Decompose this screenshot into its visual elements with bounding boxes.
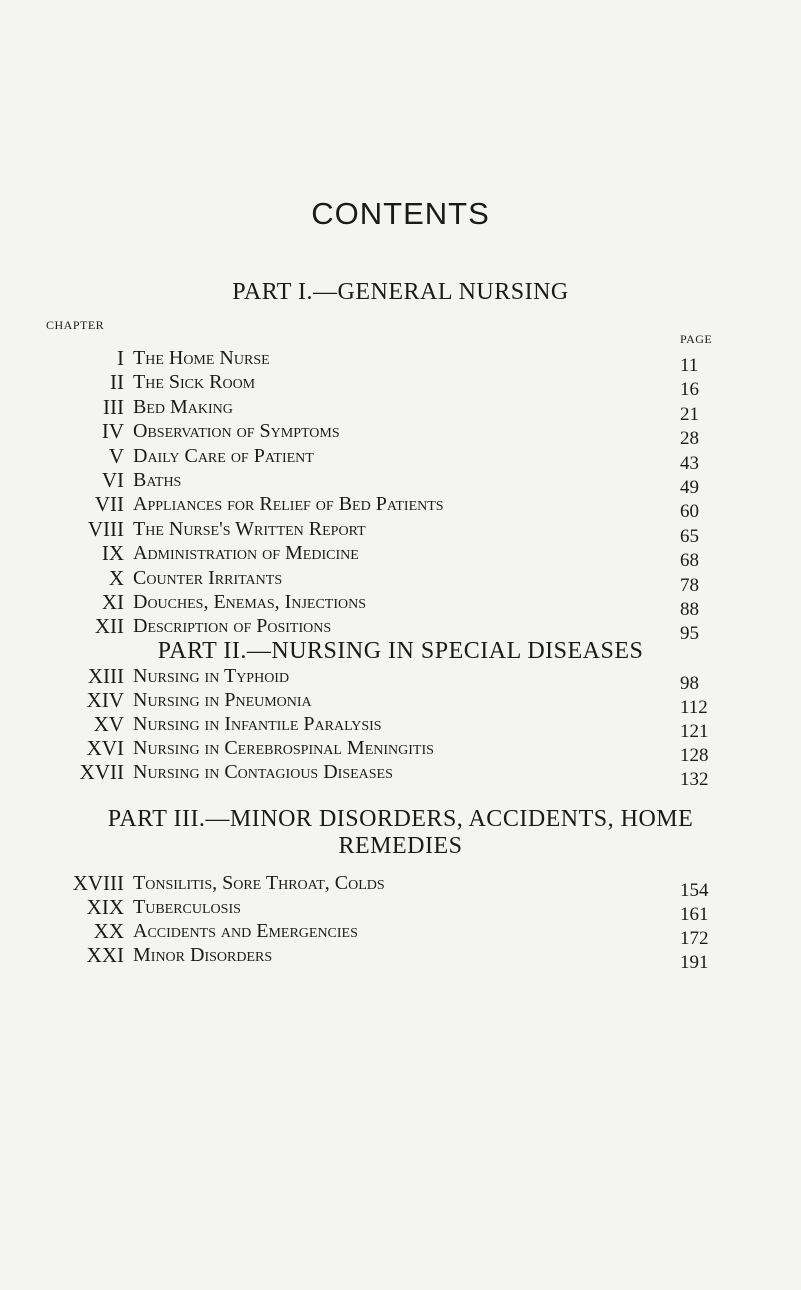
toc-entry: [0, 419, 801, 450]
page-column-label: PAGE: [680, 332, 713, 346]
toc-entry: [0, 590, 801, 620]
chapter-number: XVII: [79, 759, 124, 784]
chapter-number: VII: [94, 492, 124, 517]
toc-entry: [0, 443, 801, 474]
chapter-number: XIII: [87, 664, 124, 688]
chapter-number: VIII: [87, 516, 124, 541]
page-number: 95: [680, 623, 699, 645]
toc-entry: [0, 687, 801, 718]
page-number: 49: [680, 477, 699, 498]
page-number: 43: [680, 452, 699, 474]
toc-entry: [0, 871, 801, 901]
chapter-title: The Home Nurse: [133, 347, 270, 369]
chapter-title: Bed Making: [133, 395, 233, 418]
chapter-title: The Sick Room: [133, 371, 256, 394]
page-title: CONTENTS: [311, 196, 490, 231]
toc-entry: [0, 346, 801, 376]
page-number: 16: [680, 379, 699, 401]
part-heading-continued: REMEDIES: [338, 833, 463, 859]
part-heading: PART I.—GENERAL NURSING: [232, 279, 569, 305]
chapter-title: Accidents and Emergencies: [133, 920, 358, 942]
page-number: 128: [680, 744, 709, 766]
chapter-number: XX: [93, 919, 124, 943]
page-number: 11: [680, 355, 699, 376]
chapter-title: Administration of Medicine: [133, 542, 359, 565]
chapter-title: The Nurse's Written Report: [133, 517, 366, 540]
part-heading: PART II.—NURSING IN SPECIAL DISEASES: [157, 638, 644, 664]
toc-entry: [0, 565, 801, 596]
page-number: 98: [680, 673, 699, 694]
chapter-number: XVIII: [72, 871, 124, 895]
chapter-number: V: [108, 443, 124, 468]
chapter-title: Baths: [133, 469, 182, 491]
chapter-number: XIV: [86, 687, 124, 712]
page-number: 68: [680, 550, 699, 572]
page-number: 21: [680, 403, 699, 425]
page-number: 121: [680, 720, 709, 742]
page-number: 112: [680, 696, 708, 718]
chapter-number: VI: [101, 468, 124, 492]
chapter-number: XV: [93, 711, 124, 736]
chapter-title: Tonsilitis, Sore Throat, Colds: [133, 872, 385, 894]
toc-entry: [0, 468, 801, 498]
chapter-title: Minor Disorders: [133, 944, 273, 966]
chapter-title: Description of Positions: [133, 615, 332, 638]
chapter-title: Douches, Enemas, Injections: [133, 591, 367, 613]
toc-entry: [0, 711, 801, 742]
toc-entry: [0, 541, 801, 572]
toc-entry: [0, 735, 801, 766]
chapter-number: III: [103, 394, 124, 419]
toc-entry: [0, 664, 801, 694]
chapter-number: X: [108, 565, 124, 590]
toc-entry: [0, 394, 801, 425]
toc-entry: [0, 919, 801, 949]
chapter-title: Nursing in Contagious Diseases: [133, 760, 393, 783]
chapter-title: Observation of Symptoms: [133, 420, 340, 443]
chapter-title: Nursing in Typhoid: [133, 665, 290, 687]
page-number: 191: [680, 952, 709, 973]
page-number: 172: [680, 928, 709, 949]
part-heading: PART III.—MINOR DISORDERS, ACCIDENTS, HOME: [107, 806, 694, 832]
toc-entry: [0, 370, 801, 401]
toc-entry: [0, 516, 801, 547]
page-number: 78: [680, 574, 699, 596]
toc-entry: [0, 895, 801, 925]
chapter-number: XXI: [86, 943, 124, 967]
toc-entry: [0, 943, 801, 973]
page-number: 161: [680, 904, 709, 925]
chapter-title: Nursing in Infantile Paralysis: [133, 712, 382, 735]
chapter-number: II: [110, 370, 124, 395]
page-number: 154: [680, 880, 709, 901]
chapter-title: Counter Irritants: [133, 566, 283, 589]
chapter-number: XI: [101, 590, 124, 614]
toc-entry: [0, 492, 801, 523]
chapter-number: I: [117, 346, 124, 370]
chapter-title: Nursing in Cerebrospinal Meningitis: [133, 736, 434, 759]
chapter-number: XIX: [86, 895, 124, 919]
page-number: 88: [680, 599, 699, 620]
chapter-number: IV: [101, 419, 124, 444]
chapter-column-label: CHAPTER: [46, 318, 105, 332]
chapter-title: Appliances for Relief of Bed Patients: [133, 493, 444, 516]
page-number: 132: [680, 768, 709, 790]
page-number: 28: [680, 428, 699, 450]
page-number: 60: [680, 501, 699, 523]
chapter-title: Tuberculosis: [133, 896, 241, 918]
toc-entry: [0, 614, 801, 645]
chapter-number: XVI: [86, 735, 124, 760]
chapter-number: IX: [101, 541, 124, 566]
page-number: 65: [680, 525, 699, 547]
toc-entry: [0, 759, 801, 790]
chapter-title: Daily Care of Patient: [133, 444, 314, 467]
chapter-title: Nursing in Pneumonia: [133, 688, 312, 711]
chapter-number: XII: [94, 614, 124, 639]
